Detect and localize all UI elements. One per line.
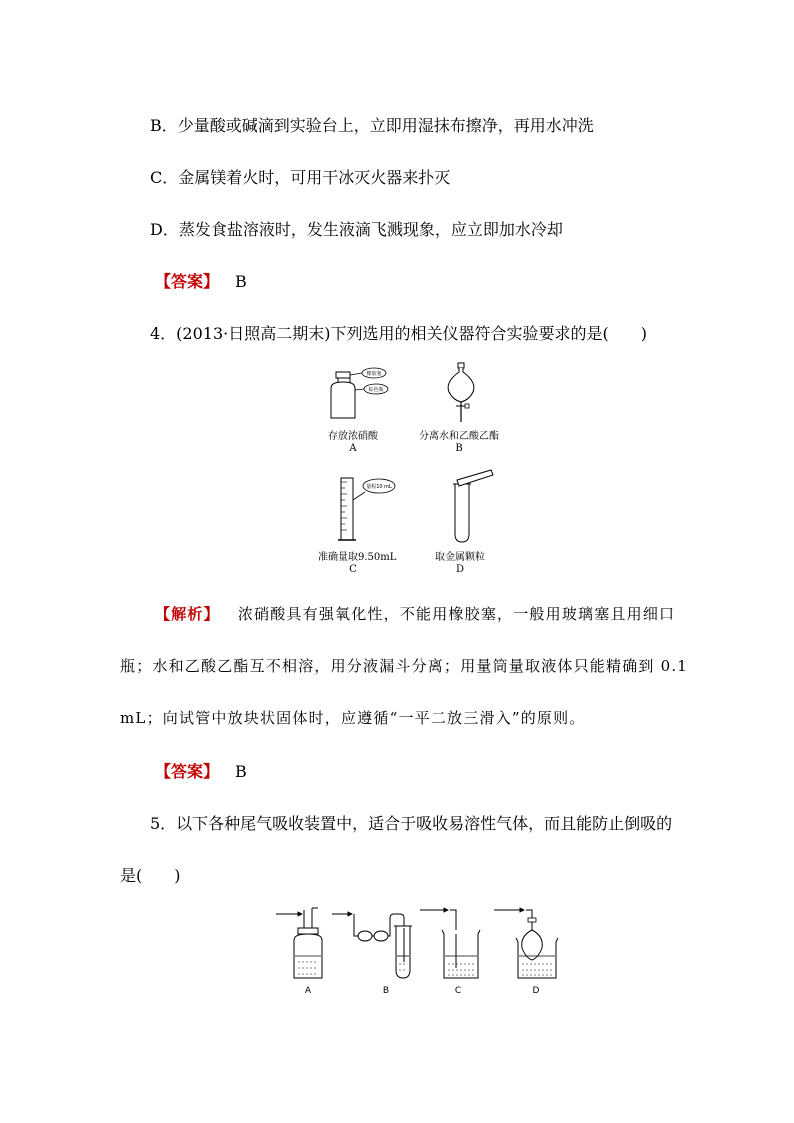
caption-a: 存放浓硝酸 <box>328 431 378 442</box>
letter-b: B <box>455 443 463 454</box>
label-c: C <box>454 986 462 996</box>
answer-line-q4 <box>155 759 247 782</box>
analysis-line-1 <box>155 603 675 624</box>
caption-c: 准确量取9.50mL <box>318 552 397 563</box>
option-b: B．少量酸或碱滴到实验台上，立即用湿抹布擦净，再用水冲洗 <box>150 116 594 135</box>
tag-range: 量程10 mL <box>366 484 392 490</box>
question-5-stem-line-2: 是( ) <box>120 866 181 885</box>
apparatus-a <box>276 908 322 978</box>
question-4-stem: 4．(2013·日照高二期末)下列选用的相关仪器符合实验要求的是( ) <box>150 324 647 343</box>
label-d: D <box>532 986 540 996</box>
apparatus-c <box>420 910 480 978</box>
label-b: B <box>382 986 390 996</box>
answer-line-q3 <box>155 269 247 292</box>
analysis-text-1: 浓硝酸具有强氧化性，不能用橡胶塞，一般用玻璃塞且用细口 <box>237 605 676 623</box>
answer-value: B <box>235 762 247 781</box>
caption-b: 分离水和乙酸乙酯 <box>419 431 499 442</box>
answer-value: B <box>235 272 247 291</box>
question-5-stem-line-1: 5．以下各种尾气吸收装置中，适合于吸收易溶性气体，而且能防止倒吸的 <box>150 814 673 833</box>
option-c: C．金属镁着火时，可用干冰灭火器来扑灭 <box>150 168 451 187</box>
letter-d: D <box>455 564 465 575</box>
analysis-line-2: 瓶；水和乙酸乙酯互不相溶，用分液漏斗分离；用量筒量取液体只能精确到 0.1 <box>120 657 689 675</box>
figure-d-test-tube <box>445 470 505 546</box>
figure-gas-absorption <box>270 900 570 998</box>
tag-brown-bottle: 棕色瓶 <box>368 387 384 393</box>
letter-a: A <box>349 443 357 454</box>
answer-tag: 【答案】 <box>155 762 220 781</box>
tag-rubber-stopper: 橡胶塞 <box>366 371 382 377</box>
figure-a-bottle <box>326 368 406 428</box>
figure-c-graduated-cylinder <box>335 474 405 546</box>
apparatus-b <box>332 914 412 978</box>
analysis-tag: 【解析】 <box>155 605 220 623</box>
figure-b-separatory-funnel <box>437 362 487 426</box>
analysis-line-3: mL；向试管中放块状固体时，应遵循“一平二放三滑入”的原则。 <box>120 709 586 727</box>
letter-c: C <box>349 564 357 575</box>
apparatus-d <box>494 910 558 978</box>
answer-tag: 【答案】 <box>155 272 220 291</box>
option-d: D．蒸发食盐溶液时，发生液滴飞溅现象，应立即加水冷却 <box>150 220 563 239</box>
caption-d: 取金属颗粒 <box>435 552 485 563</box>
label-a: A <box>304 986 312 996</box>
